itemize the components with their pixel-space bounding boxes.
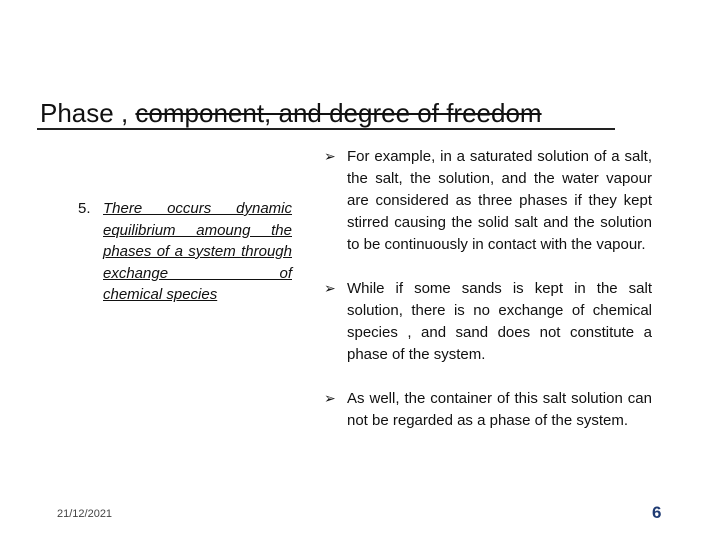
title-underline	[37, 128, 615, 130]
bullet-item	[324, 278, 652, 366]
bullet-item	[324, 388, 652, 432]
title-plain-text: Phase ,	[40, 98, 136, 128]
footer-date: 21/12/2021	[57, 508, 113, 520]
point-text-main: There occurs dynamic equilibrium amoung the phases of a system through exchange of	[103, 200, 292, 282]
bullet-text: For example, in a saturated solution of a salt, the salt, the solution, and the water vapour are considered as three phases if they kept stirred causing the solid salt and the solution to be continuously in contact with the vapour.	[347, 148, 652, 253]
point-text	[103, 198, 292, 306]
arrow-bullet-icon: ➢	[324, 391, 336, 407]
left-numbered-point	[78, 198, 292, 306]
slide-title	[40, 96, 542, 130]
title-struck-text: component, and degree of freedom	[135, 98, 542, 128]
point-text-last: chemical species	[103, 286, 218, 303]
arrow-bullet-icon: ➢	[324, 281, 336, 297]
arrow-bullet-icon: ➢	[324, 149, 336, 165]
bullet-text: While if some sands is kept in the salt solution, there is no exchange of chemical species , and sand does not constitute a phase of the system.	[347, 280, 652, 363]
bullet-list	[324, 146, 652, 454]
bullet-item	[324, 146, 652, 256]
page-number: 6	[652, 503, 662, 522]
bullet-text: As well, the container of this salt solution can not be regarded as a phase of the system.	[347, 390, 652, 429]
point-number: 5.	[78, 200, 91, 217]
